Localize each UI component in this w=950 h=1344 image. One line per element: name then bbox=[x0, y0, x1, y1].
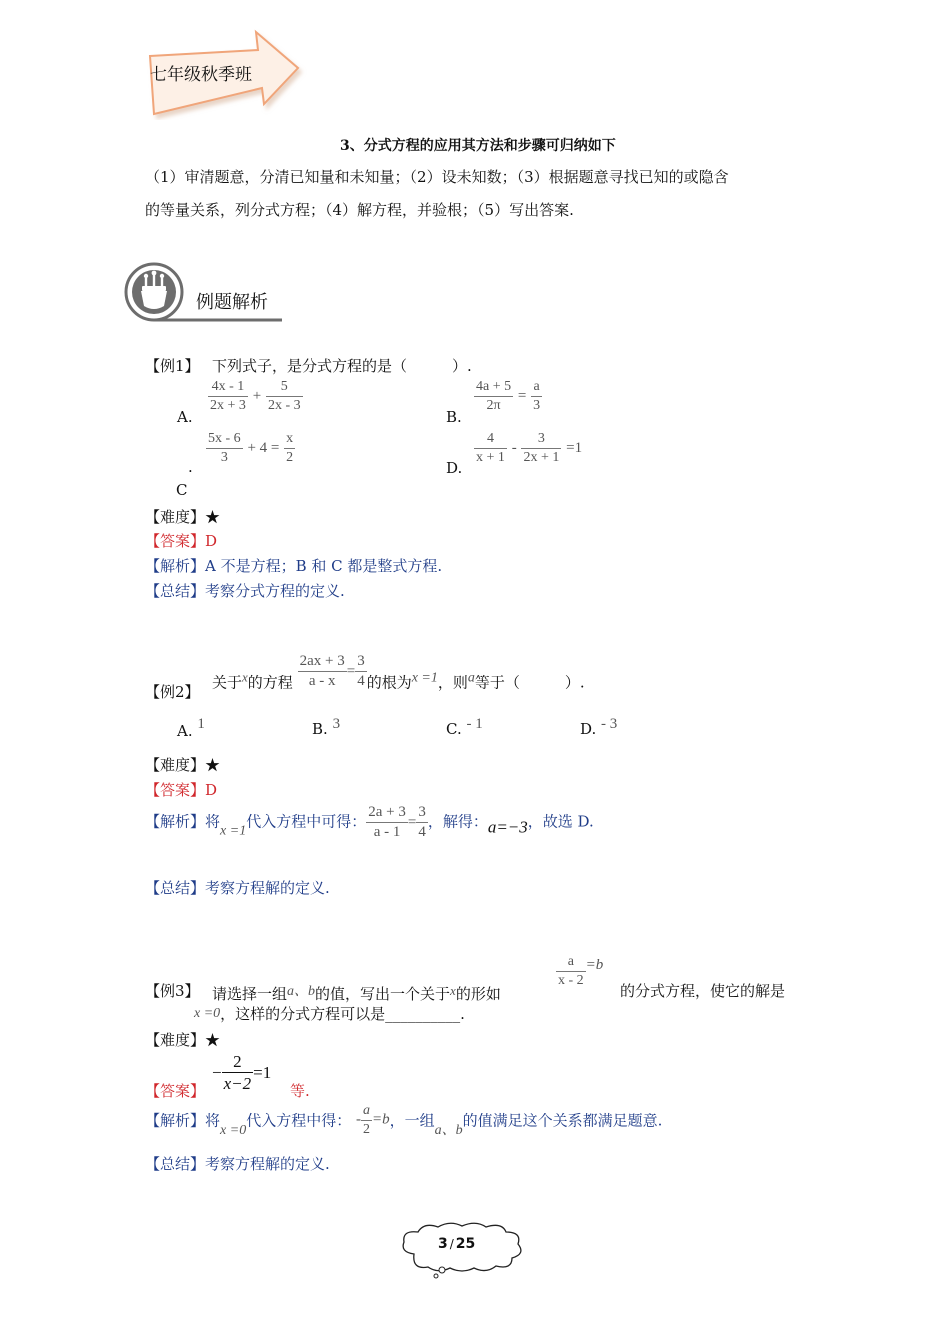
ex2-summary-row bbox=[145, 877, 330, 898]
ex1-summary-text: 考察分式方程的定义. bbox=[205, 582, 345, 600]
ex1-answer-value: D bbox=[205, 532, 218, 550]
ex3-an-group: ，一组 bbox=[389, 1111, 435, 1130]
ex2-an-pre: 将 bbox=[205, 812, 221, 831]
page-total: 25 bbox=[455, 1236, 476, 1252]
ex3-question-line1 bbox=[212, 980, 501, 1004]
ex2-q-x: x bbox=[242, 669, 248, 685]
ex2-an-frac: $\frac{2a + 3}{a - 1}$ bbox=[368, 804, 406, 840]
ex2-difficulty-stars: ★ bbox=[205, 756, 221, 774]
ex2-q-eq: = bbox=[346, 663, 356, 680]
ex2-question bbox=[212, 652, 585, 692]
ex1-option-b-label: B. bbox=[446, 408, 462, 426]
ex1-d-minus: - bbox=[511, 440, 517, 456]
ex1-analysis-row bbox=[145, 555, 442, 576]
ex2-summary-text: 考察方程解的定义. bbox=[205, 879, 330, 897]
ex3-q-pre: 请选择一组 bbox=[212, 985, 288, 1003]
ex2-difficulty-row bbox=[145, 754, 220, 775]
ex1-option-a-expr bbox=[208, 378, 303, 414]
ex2-q-end: 等于（ ）. bbox=[474, 673, 585, 692]
ex3-question-line2 bbox=[194, 1003, 465, 1024]
ex3-ans-tail: =1 bbox=[253, 1062, 272, 1082]
ex2-difficulty-label: 【难度】 bbox=[145, 756, 206, 774]
ex2-q-pre: 关于 bbox=[212, 673, 243, 692]
ex1-answer-row bbox=[145, 530, 217, 551]
ex2-q-rfrac: $\frac{3}{4}$ bbox=[357, 653, 365, 689]
ex1-option-b-expr bbox=[474, 378, 542, 414]
ex3-question-end: 的分式方程，使它的解是 bbox=[620, 982, 786, 1000]
ex3-q-form: 的形如 bbox=[455, 985, 501, 1003]
ex2-option-c bbox=[446, 714, 483, 738]
page-current: 3 bbox=[438, 1236, 448, 1252]
ex3-answer-expr bbox=[212, 1051, 271, 1095]
ex2-an-solve: ，解得： bbox=[427, 812, 488, 831]
ex2-opt-a-value: 1 bbox=[197, 716, 205, 732]
ex1-a-plus: + bbox=[252, 388, 262, 404]
ex1-option-d-expr bbox=[474, 430, 582, 466]
ex1-d-frac-2: $\frac{3}{2x + 1}$ bbox=[523, 431, 560, 465]
ex3-an-pre: 将 bbox=[205, 1111, 221, 1130]
ex1-a-frac-1: $\frac{4x - 1}{2x + 3}$ bbox=[210, 379, 246, 413]
ex2-an-end: ，故选 D. bbox=[527, 812, 594, 831]
ex3-summary-row bbox=[145, 1153, 330, 1174]
ex3-q-frac-tail: =b bbox=[585, 957, 604, 973]
ex3-analysis-label: 【解析】 bbox=[145, 1111, 206, 1130]
page-slash: / bbox=[449, 1237, 454, 1251]
ex2-an-eq: = bbox=[407, 814, 417, 831]
ex2-opt-b-label: B. bbox=[312, 720, 328, 738]
ex1-summary-label: 【总结】 bbox=[145, 582, 206, 600]
ex3-ans-minus: − bbox=[212, 1062, 222, 1082]
ex2-tag: 【例2】 bbox=[145, 683, 200, 701]
section-line-2: 的等量关系，列分式方程；（4）解方程，并验根；（5）写出答案. bbox=[145, 201, 574, 219]
ex2-opt-d-value: - 3 bbox=[601, 716, 618, 732]
ex2-analysis-label: 【解析】 bbox=[145, 812, 206, 831]
ex3-difficulty-label: 【难度】 bbox=[145, 1031, 206, 1049]
ex2-an-rfrac: $\frac{3}{4}$ bbox=[418, 804, 426, 840]
ex1-tag: 【例1】 bbox=[145, 357, 200, 375]
ex1-d-tail: =1 bbox=[566, 440, 583, 456]
ex3-q-mid: 的值，写出一个关于 bbox=[315, 985, 451, 1003]
ex1-option-c-expr bbox=[206, 430, 295, 466]
class-name-label: 七年级秋季班 bbox=[150, 65, 252, 85]
ex2-answer-row bbox=[145, 779, 217, 800]
banner-title: 例题解析 bbox=[196, 292, 268, 313]
ex3-analysis-row bbox=[145, 1102, 662, 1139]
ex1-summary-row bbox=[145, 580, 345, 601]
ex3-summary-label: 【总结】 bbox=[145, 1155, 206, 1173]
ex1-c-frac-1: $\frac{5x - 6}{3}$ bbox=[208, 431, 241, 465]
ex1-option-c-label: C bbox=[176, 481, 188, 499]
ex2-answer-value: D bbox=[205, 781, 218, 799]
ex2-option-d bbox=[580, 714, 617, 738]
section-title: 3、分式方程的应用其方法和步骤可归纳如下 bbox=[340, 138, 616, 154]
ex3-ans-frac: $\frac{2}{x-2}$ bbox=[223, 1052, 252, 1094]
ex3-an-tail: =b bbox=[372, 1111, 390, 1128]
ex1-option-a-label: A. bbox=[177, 408, 193, 426]
ex2-q-cond: x =1 bbox=[411, 670, 438, 686]
ex3-an-frac: $\frac{a}{2}$ bbox=[363, 1103, 370, 1137]
ex2-answer-label: 【答案】 bbox=[145, 781, 206, 799]
ex3-summary-text: 考察方程解的定义. bbox=[205, 1155, 330, 1173]
ex1-b-frac-1: $\frac{4a + 5}{2\pi}$ bbox=[476, 379, 512, 413]
ex1-difficulty-row bbox=[145, 506, 220, 527]
ex2-opt-c-value: - 1 bbox=[466, 716, 483, 732]
ex2-opt-a-label: A. bbox=[177, 722, 193, 740]
ex2-q-then: ，则 bbox=[437, 673, 468, 692]
ex1-c-frac-2: $\frac{x}{2}$ bbox=[286, 431, 294, 465]
ex1-answer-label: 【答案】 bbox=[145, 532, 206, 550]
ex1-b-eq: = bbox=[517, 388, 527, 404]
ex1-d-frac-1: $\frac{4}{x + 1}$ bbox=[476, 431, 505, 465]
ex2-q-frac: $\frac{2ax + 3}{a - x}$ bbox=[299, 653, 345, 689]
ex3-answer-etc: 等. bbox=[290, 1082, 310, 1100]
ex2-an-sub: x =1 bbox=[220, 823, 247, 839]
ex2-option-b bbox=[312, 714, 340, 738]
ex3-difficulty-stars: ★ bbox=[205, 1031, 221, 1049]
ex2-opt-c-label: C. bbox=[446, 720, 462, 738]
page-number bbox=[438, 1236, 475, 1252]
ex2-summary-label: 【总结】 bbox=[145, 879, 206, 897]
ex3-difficulty-row bbox=[145, 1029, 220, 1050]
ex3-tag: 【例3】 bbox=[145, 982, 200, 1000]
ex3-an-end: 的值满足这个关系都满足题意. bbox=[462, 1111, 663, 1130]
ex1-difficulty-label: 【难度】 bbox=[145, 508, 206, 526]
ex3-q2-text: ，这样的分式方程可以是__________. bbox=[220, 1005, 465, 1023]
ex3-an-ab: a、b bbox=[434, 1123, 463, 1138]
ex2-q-mid: 的方程 bbox=[247, 673, 293, 692]
ex1-option-c-dot: . bbox=[188, 458, 193, 476]
ex1-analysis-text: A 不是方程；B 和 C 都是整式方程. bbox=[205, 557, 443, 575]
ex3-q-x: x bbox=[450, 983, 456, 998]
ex3-an-mid: 代入方程中得： bbox=[246, 1111, 352, 1130]
ex3-question-frac bbox=[556, 953, 603, 989]
ex1-option-d-label: D. bbox=[446, 459, 463, 477]
ex3-an-sub: x =0 bbox=[220, 1123, 247, 1138]
ex2-opt-d-label: D. bbox=[580, 720, 597, 738]
ex2-opt-b-value: 3 bbox=[332, 716, 341, 732]
ex2-an-mid: 代入方程中可得： bbox=[246, 812, 367, 831]
ex2-q-root: 的根为 bbox=[366, 673, 412, 692]
ex3-q-frac: $\frac{a}{x - 2}$ bbox=[558, 954, 584, 988]
ex3-an-minus: - bbox=[356, 1111, 361, 1128]
ex1-b-frac-2: $\frac{a}{3}$ bbox=[533, 379, 541, 413]
ex3-answer-label: 【答案】 bbox=[145, 1082, 206, 1100]
ex1-question: 下列式子，是分式方程的是（ ）. bbox=[212, 357, 472, 375]
ex1-c-mid: + 4 = bbox=[247, 440, 280, 456]
ex1-a-frac-2: $\frac{5}{2x - 3}$ bbox=[267, 379, 301, 413]
ex3-q-ab: a、b bbox=[287, 984, 316, 999]
ex2-q-a: a bbox=[467, 670, 475, 686]
section-line-1: （1）审清题意，分清已知量和未知量；（2）设未知数；（3）根据题意寻找已知的或隐含 bbox=[145, 168, 729, 186]
ex2-an-result: a=−3 bbox=[487, 817, 528, 837]
ex1-analysis-label: 【解析】 bbox=[145, 557, 206, 575]
ex2-analysis-row bbox=[145, 803, 594, 842]
ex3-q2-cond: x =0 bbox=[194, 1006, 221, 1021]
ex1-difficulty-stars: ★ bbox=[205, 508, 221, 526]
ex2-option-a bbox=[177, 714, 205, 740]
